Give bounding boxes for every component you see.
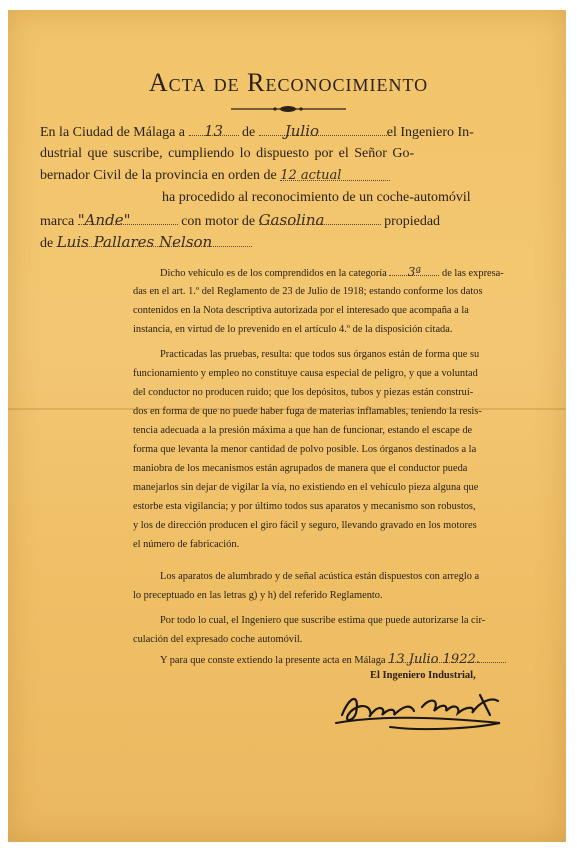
head-text: bernador Civil de la provincia en orden de xyxy=(40,168,277,183)
document-title: Acta de Reconocimiento xyxy=(148,68,429,97)
p2-line-5: tencia adecuada a la presión máxima a que han de funcionar, estando el escape de xyxy=(133,425,473,436)
p2-line-4: dos en forma de que no puede haber fuga de materias inflamables, teniendo la resis- xyxy=(133,406,482,417)
head-line-6 xyxy=(40,232,540,254)
body-text: Y para que conste extiendo la presente acta en Málaga xyxy=(160,655,386,666)
p2-line-9: estorbe esta vigilancia; y por último todos sus aparatos y mecanismo son robustos, xyxy=(133,501,476,512)
head-line-1 xyxy=(40,121,540,143)
title-ornament xyxy=(231,104,346,114)
head-text: de xyxy=(40,236,54,251)
handwritten-signature xyxy=(330,685,520,735)
head-text: de xyxy=(242,125,256,140)
p2-line-8: manejarlos sin dejar de vigilar la vía, no existiendo en el vehículo pieza alguna que xyxy=(133,482,479,493)
p3-line-1: Los aparatos de alumbrado y de señal acústica están dispuestos con arreglo a xyxy=(160,571,480,582)
p1-line-1 xyxy=(160,263,504,283)
closing-date-value: 13 Julio 1922. xyxy=(388,652,480,667)
day-field xyxy=(189,121,239,140)
category-value: 3ª xyxy=(407,265,422,279)
head-line-2: dustrial que suscribe, cumpliendo lo dispuesto por el Señor Go- xyxy=(40,146,415,161)
owner-field xyxy=(56,232,252,251)
head-text: marca xyxy=(40,214,75,229)
p2-line-3: del conductor no producen ruido; que los depósitos, tubos y piezas están construí- xyxy=(133,387,474,398)
head-line-4: ha procedido al reconocimiento de un coche-automóvil xyxy=(162,190,471,205)
p5-line-1 xyxy=(160,650,506,670)
brand-value: "Ande" xyxy=(77,211,131,229)
owner-value: Luis Pallares Nelson xyxy=(56,233,213,251)
head-line-3 xyxy=(40,166,540,186)
head-text: En la Ciudad de Málaga a xyxy=(40,125,186,140)
p2-line-2: funcionamiento y empleo no constituye causa especial de peligro, y que a voluntad xyxy=(133,368,478,379)
body-text: Dicho vehículo es de los comprendidos en la categoría xyxy=(160,268,387,279)
head-line-5 xyxy=(40,210,540,232)
head-text: propiedad xyxy=(384,214,441,229)
p4-line-1: Por todo lo cual, el Ingeniero que suscribe estima que puede autorizarse la cir- xyxy=(160,615,486,626)
p2-line-11: el número de fabricación. xyxy=(133,539,240,550)
p1-line-4: instancia, en virtud de lo prevenido en el artículo 4.º de la disposición citada. xyxy=(133,324,453,335)
closing-date-field xyxy=(388,650,506,667)
head-text: con motor de xyxy=(181,214,256,229)
signature-title: El Ingeniero Industrial, xyxy=(370,670,476,681)
p1-line-3: contenidos en la Nota descriptiva autorizada por el interesado que acompaña a la xyxy=(133,305,469,316)
fuel-value: Gasolina xyxy=(258,211,325,229)
order-field xyxy=(280,166,390,181)
month-value: Julio xyxy=(284,122,320,140)
brand-field xyxy=(77,210,178,229)
p2-line-7: maniobra de los mecanismos están agrupados de manera que el conductor pueda xyxy=(133,463,468,474)
fuel-field xyxy=(258,210,381,229)
p2-line-6: forma que levanta la menor cantidad de polvo posible. Los órganos destinados a la xyxy=(133,444,477,455)
p3-line-2: lo preceptuado en las letras g) y h) del referido Reglamento. xyxy=(133,590,383,601)
p4-line-2: culación del expresado coche automóvil. xyxy=(133,634,303,645)
head-text: el Ingeniero In- xyxy=(386,125,474,140)
p2-line-10: y los de dirección producen el giro fácil y seguro, llevando gravado en los motores xyxy=(133,520,477,531)
order-value: 12 actual xyxy=(280,168,342,183)
day-value: 13 xyxy=(203,122,224,140)
month-field xyxy=(259,121,387,140)
category-field xyxy=(389,263,439,279)
p2-line-1: Practicadas las pruebas, resulta: que todos sus órganos están de forma que su xyxy=(160,349,480,360)
p1-line-2: das en el art. 1.º del Reglamento de 23 de Julio de 1918; estando conforme los datos xyxy=(133,286,483,297)
body-text: de las expresa- xyxy=(442,268,504,279)
